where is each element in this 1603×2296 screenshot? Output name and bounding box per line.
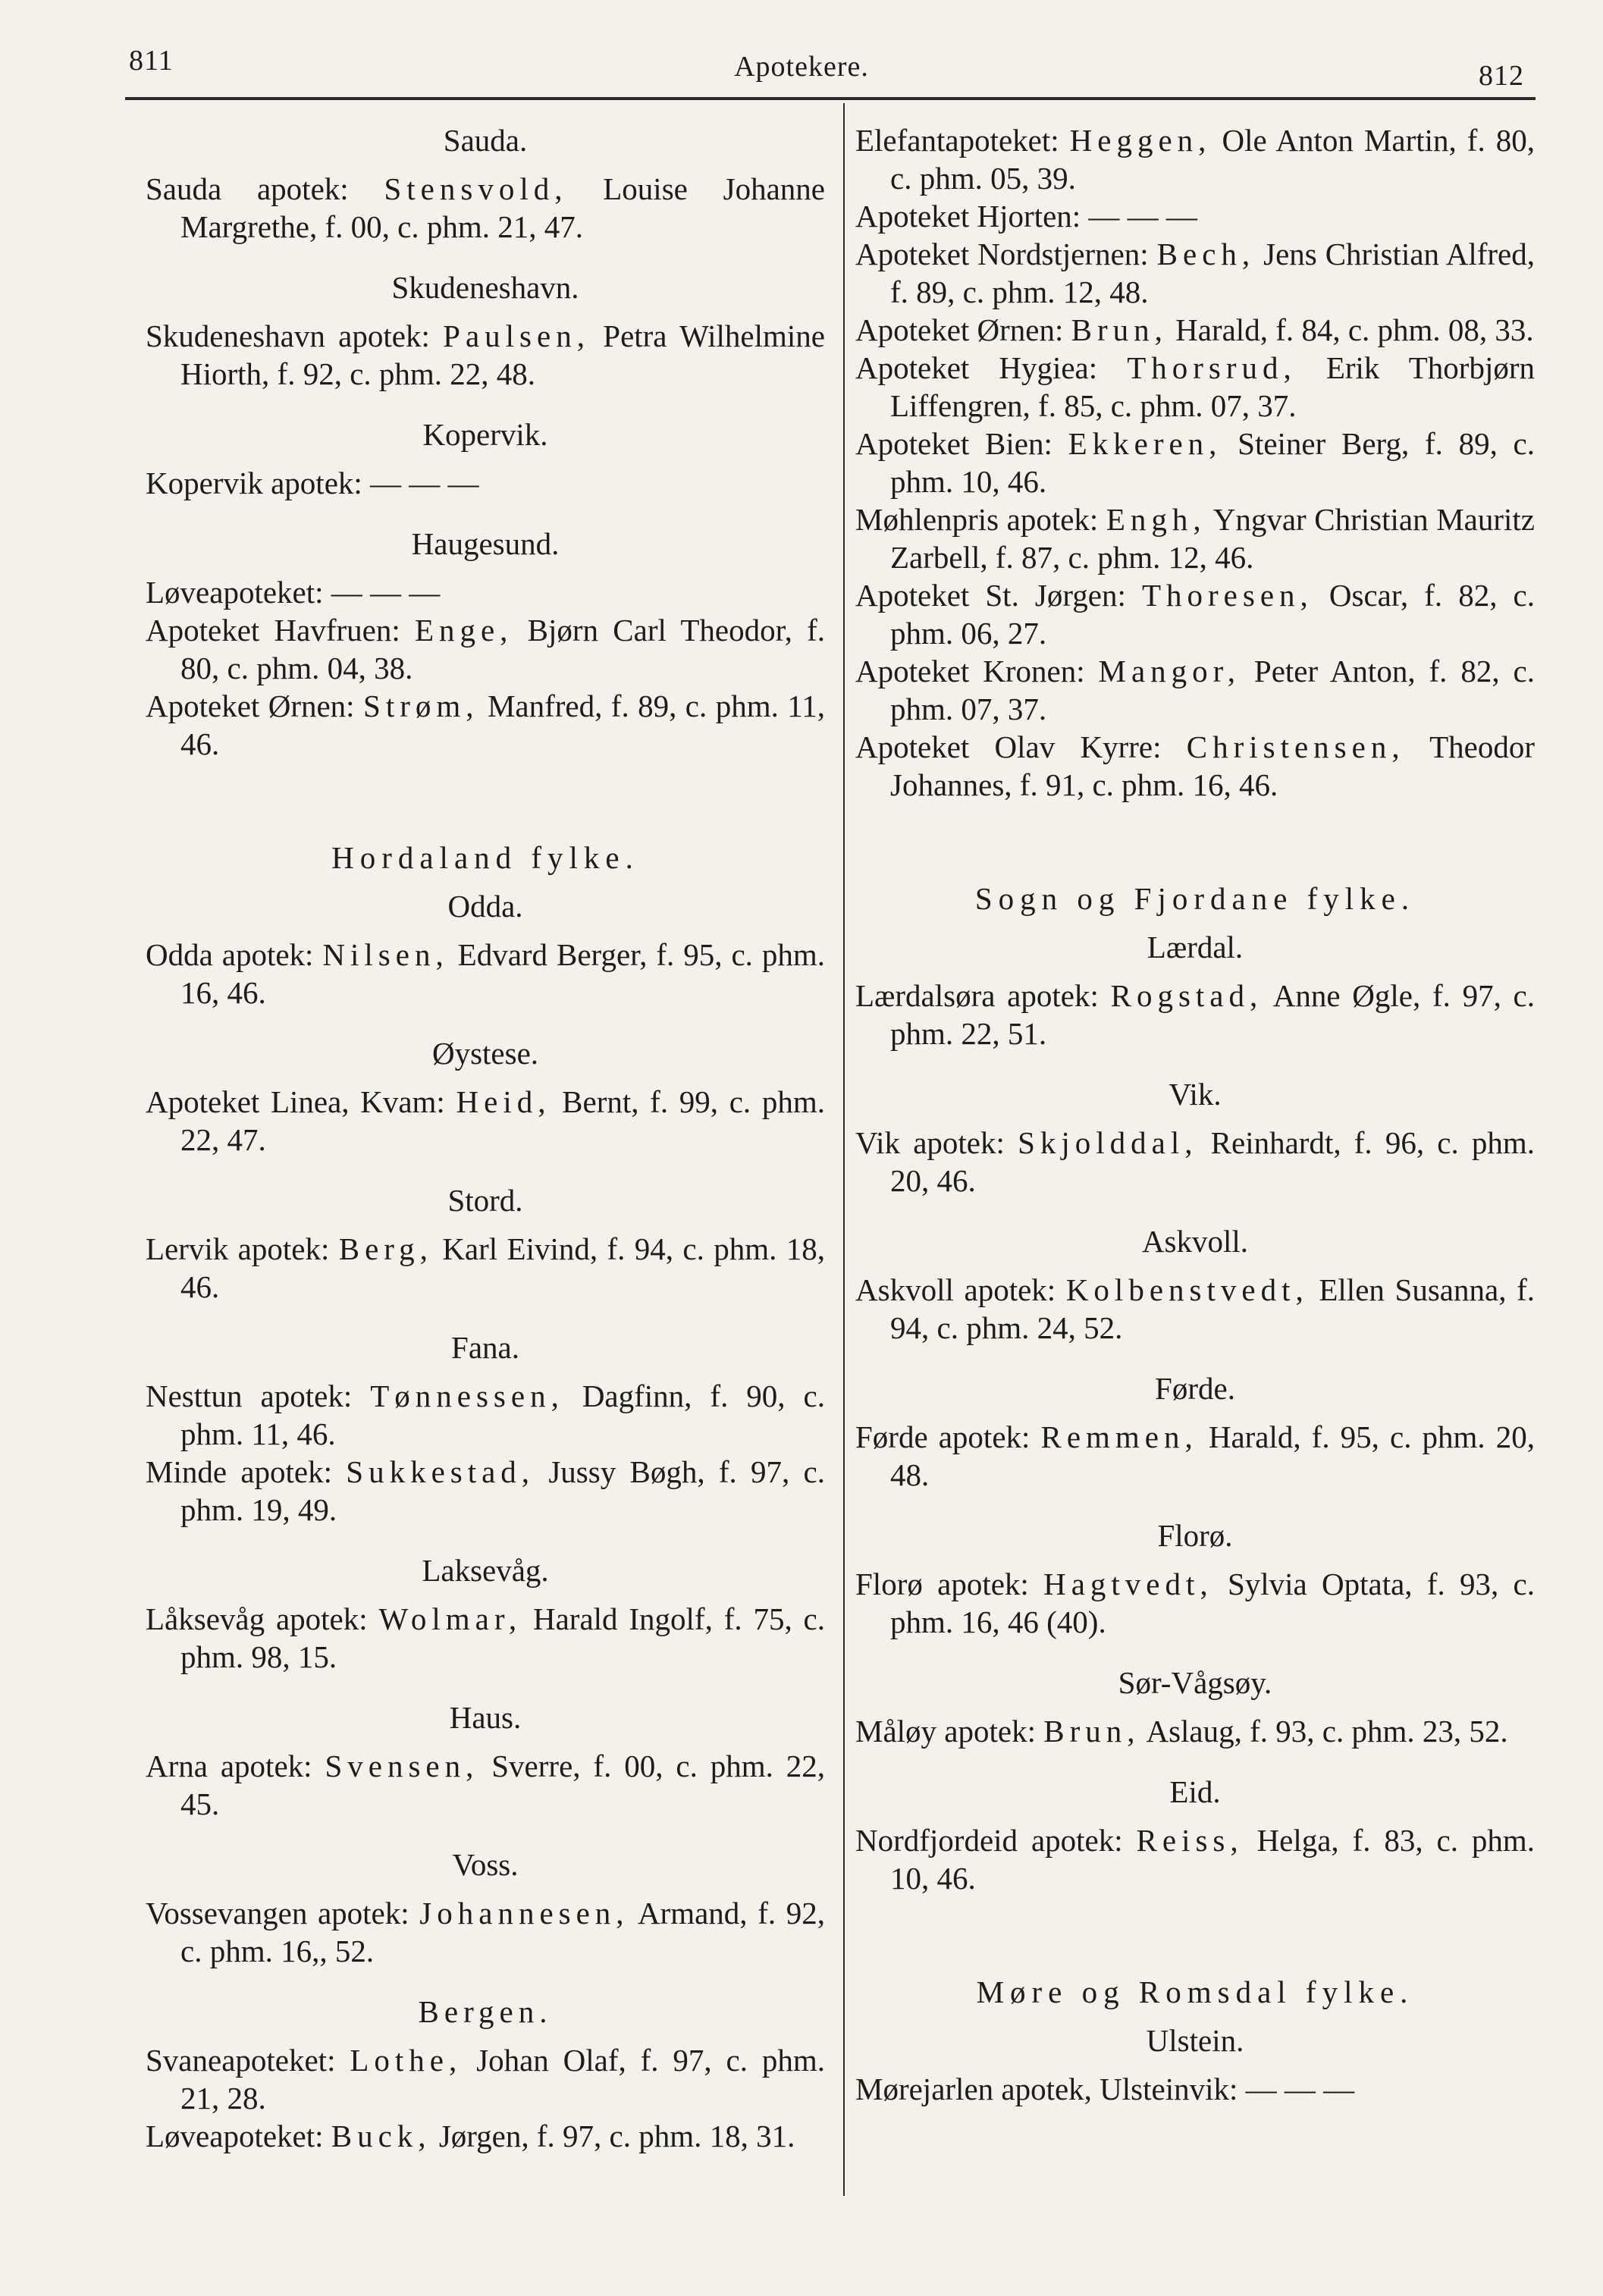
place-heading: Voss. [452, 1847, 519, 1882]
header-rule [125, 97, 1536, 100]
pharmacist-details: Peter Anton, f. 82, c. phm. 07, 37. [890, 654, 1535, 726]
vacant-dashes: — — — [1088, 199, 1197, 234]
pharmacist-details: Manfred, f. 89, c. phm. 11, 46. [180, 688, 825, 761]
place-heading: Laksevåg. [422, 1553, 549, 1588]
pharmacist-surname: Buck, [331, 2119, 431, 2153]
pharmacist-surname: Berg, [338, 1231, 433, 1266]
pharmacist-surname: Mangor, [1098, 654, 1241, 688]
pharmacy-entry [855, 500, 1535, 576]
place-heading: Fana. [451, 1330, 519, 1365]
place-heading: Haus. [449, 1700, 522, 1735]
pharmacy-entry [146, 1377, 825, 1453]
pharmacist-surname: Tønnessen, [370, 1379, 564, 1413]
pharmacist-details: Sverre, f. 00, c. phm. 22, 45. [180, 1749, 826, 1821]
pharmacist-surname: Skjolddal, [1018, 1125, 1198, 1160]
pharmacist-surname: Remmen, [1040, 1419, 1198, 1454]
pharmacy-name: Arna apotek: [146, 1749, 325, 1783]
pharmacist-details: Helga, f. 83, c. phm. 10, 46. [890, 1823, 1536, 1896]
pharmacy-name: Apoteket Ørnen: [146, 688, 364, 723]
pharmacist-surname: Brun, [1043, 1714, 1140, 1749]
page-number-right: 812 [1479, 60, 1524, 92]
pharmacist-surname: Reiss, [1136, 1823, 1244, 1858]
place-heading: Stord. [447, 1183, 523, 1218]
pharmacist-surname: Brun, [1071, 312, 1168, 347]
vacant-dashes: — — — [370, 466, 479, 500]
pharmacy-entry [855, 1565, 1535, 1641]
pharmacist-details: Reinhardt, f. 96, c. phm. 20, 46. [890, 1125, 1536, 1198]
pharmacy-entry [146, 1453, 825, 1529]
pharmacy-name: Førde apotek: [855, 1419, 1041, 1454]
pharmacy-entry [146, 2117, 825, 2155]
pharmacy-name: Måløy apotek: [855, 1714, 1044, 1749]
place-heading: Askvoll. [1141, 1224, 1249, 1259]
vacant-dashes: — — — [331, 575, 441, 610]
column-divider [843, 103, 845, 2196]
right-column [855, 121, 1535, 2108]
pharmacist-details: Petra Wilhelmine Hiorth, f. 92, c. phm. 22, 48. [180, 318, 825, 391]
pharmacy-entry [855, 349, 1535, 425]
pharmacist-surname: Paulsen, [443, 318, 590, 353]
pharmacy-entry [146, 1747, 825, 1823]
pharmacy-name: Løveapoteket: [146, 575, 331, 610]
pharmacist-details: Bernt, f. 99, c. phm. 22, 47. [180, 1084, 825, 1157]
county-heading: Sogn og Fjordane fylke. [974, 881, 1416, 916]
pharmacy-name: Lærdalsøra apotek: [855, 978, 1111, 1013]
pharmacy-entry [855, 197, 1535, 235]
pharmacy-name: Sauda apotek: [146, 171, 384, 206]
pharmacist-surname: Enge, [414, 613, 513, 648]
pharmacy-name: Apoteket St. Jørgen: [855, 578, 1142, 613]
pharmacy-name: Vossevangen apotek: [146, 1896, 420, 1931]
pharmacy-entry [855, 1821, 1535, 1897]
pharmacy-name: Askvoll apotek: [855, 1272, 1066, 1307]
pharmacist-details: Karl Eivind, f. 94, c. phm. 18, 46. [180, 1231, 825, 1304]
pharmacist-details: Edvard Berger, f. 95, c. phm. 16, 46. [180, 937, 825, 1010]
place-heading: Vik. [1169, 1077, 1222, 1112]
place-heading: Eid. [1169, 1774, 1221, 1809]
pharmacy-name: Mørejarlen apotek, Ulsteinvik: [855, 2072, 1246, 2106]
pharmacy-name: Apoteket Linea, Kvam: [146, 1084, 456, 1119]
pharmacy-entry [146, 1600, 825, 1676]
pharmacy-entry [146, 936, 825, 1012]
pharmacy-name: Skudeneshavn apotek: [146, 318, 444, 353]
pharmacist-surname: Ekkeren, [1068, 426, 1222, 461]
pharmacist-details: Armand, f. 92, c. phm. 16,, 52. [180, 1896, 825, 1968]
pharmacist-surname: Thorsrud, [1127, 350, 1297, 385]
pharmacist-details: Steiner Berg, f. 89, c. phm. 10, 46. [890, 426, 1535, 499]
pharmacist-surname: Bech, [1156, 237, 1256, 271]
county-heading: Møre og Romsdal fylke. [976, 1974, 1414, 2009]
pharmacy-name: Apoteket Olav Kyrre: [855, 729, 1187, 764]
pharmacy-entry [855, 235, 1535, 311]
pharmacy-name: Nordfjordeid apotek: [855, 1823, 1137, 1858]
pharmacy-entry [855, 311, 1535, 349]
pharmacy-name: Lervik apotek: [146, 1231, 339, 1266]
pharmacy-entry [146, 687, 825, 763]
pharmacist-surname: Svensen, [325, 1749, 479, 1783]
pharmacy-name: Apoteket Kronen: [855, 654, 1099, 688]
pharmacy-entry [146, 464, 825, 502]
pharmacy-entry [146, 1230, 825, 1306]
pharmacy-entry [855, 1418, 1535, 1494]
pharmacy-entry [146, 573, 825, 611]
pharmacist-surname: Heggen, [1069, 123, 1212, 158]
pharmacy-name: Minde apotek: [146, 1454, 347, 1489]
pharmacy-entry [855, 2070, 1535, 2108]
pharmacist-details: Louise Johanne Margrethe, f. 00, c. phm. 21, 47. [180, 171, 825, 244]
pharmacy-name: Apoteket Hjorten: [855, 199, 1089, 234]
pharmacy-entry [146, 611, 825, 687]
place-heading: Sauda. [443, 123, 528, 158]
pharmacist-details: Erik Thorbjørn Liffengren, f. 85, c. phm. 07, 37. [890, 350, 1536, 423]
pharmacy-entry [146, 170, 825, 246]
page-number-left: 811 [129, 45, 174, 77]
pharmacy-name: Apoteket Havfruen: [146, 613, 415, 648]
pharmacy-name: Elefantapoteket: [855, 123, 1070, 158]
pharmacist-surname: Lothe, [350, 2043, 463, 2078]
pharmacy-entry [855, 1271, 1535, 1347]
pharmacy-name: Nesttun apotek: [146, 1379, 371, 1413]
pharmacist-surname: Nilsen, [322, 937, 449, 972]
pharmacist-details: Dagfinn, f. 90, c. phm. 11, 46. [180, 1379, 825, 1451]
place-heading: Kopervik. [422, 417, 548, 452]
place-heading: Øystese. [431, 1036, 539, 1071]
pharmacy-entry [146, 317, 825, 393]
pharmacy-entry [146, 1083, 825, 1159]
place-heading: Odda. [447, 889, 523, 924]
pharmacy-name: Apoteket Nordstjernen: [855, 237, 1157, 271]
pharmacist-surname: Christensen, [1186, 729, 1405, 764]
pharmacy-name: Florø apotek: [855, 1567, 1044, 1601]
left-column [146, 121, 825, 2155]
place-heading: Skudeneshavn. [391, 270, 579, 305]
pharmacy-name: Apoteket Ørnen: [855, 312, 1071, 347]
pharmacy-entry [855, 121, 1535, 197]
pharmacy-name: Møhlenpris apotek: [855, 502, 1106, 537]
pharmacist-surname: Heid, [456, 1084, 551, 1119]
pharmacist-surname: Stensvold, [384, 171, 568, 206]
pharmacy-entry [855, 1712, 1535, 1750]
pharmacist-details: Jussy Bøgh, f. 97, c. phm. 19, 49. [180, 1454, 825, 1527]
pharmacist-surname: Kolbenstvedt, [1065, 1272, 1309, 1307]
pharmacy-entry [855, 652, 1535, 728]
place-heading: Førde. [1155, 1371, 1235, 1406]
pharmacist-details: Oscar, f. 82, c. phm. 06, 27. [890, 578, 1536, 651]
pharmacy-name: Kopervik apotek: [146, 466, 371, 500]
place-heading: Lærdal. [1147, 930, 1244, 965]
pharmacist-surname: Sukkestad, [346, 1454, 535, 1489]
pharmacist-details: Aslaug, f. 93, c. phm. 23, 52. [1140, 1714, 1508, 1749]
pharmacist-details: Johan Olaf, f. 97, c. phm. 21, 28. [180, 2043, 825, 2116]
pharmacist-surname: Thoresen, [1141, 578, 1313, 613]
pharmacy-entry [855, 576, 1535, 652]
pharmacy-name: Løveapoteket: [146, 2119, 331, 2153]
pharmacist-surname: Wolmar, [378, 1601, 522, 1636]
vacant-dashes: — — — [1245, 2072, 1355, 2106]
pharmacist-surname: Johannesen, [419, 1896, 629, 1931]
pharmacist-surname: Hagtvedt, [1043, 1567, 1213, 1601]
pharmacist-details: Harald, f. 84, c. phm. 08, 33. [1167, 312, 1534, 347]
pharmacist-details: Yngvar Christian Mauritz Zarbell, f. 87, c. phm. 12, 46. [890, 502, 1535, 575]
pharmacy-name: Vik apotek: [855, 1125, 1018, 1160]
pharmacist-details: Ellen Susanna, f. 94, c. phm. 24, 52. [890, 1272, 1535, 1345]
place-heading: Ulstein. [1146, 2023, 1244, 2058]
pharmacist-surname: Rogstad, [1110, 978, 1263, 1013]
pharmacy-entry [146, 2041, 825, 2117]
pharmacy-entry [855, 977, 1535, 1052]
pharmacist-details: Bjørn Carl Theodor, f. 80, c. phm. 04, 38. [180, 613, 825, 685]
pharmacist-details: Harald, f. 95, c. phm. 20, 48. [890, 1419, 1535, 1492]
place-heading: Sør-Vågsøy. [1118, 1665, 1272, 1700]
pharmacist-details: Jørgen, f. 97, c. phm. 18, 31. [431, 2119, 795, 2153]
pharmacist-details: Harald Ingolf, f. 75, c. phm. 98, 15. [180, 1601, 825, 1674]
pharmacy-entry [146, 1894, 825, 1970]
place-heading: Haugesund. [411, 526, 560, 561]
pharmacist-details: Jens Christian Alfred, f. 89, c. phm. 12, 48. [890, 237, 1535, 309]
place-heading: Florø. [1157, 1518, 1233, 1553]
pharmacy-name: Odda apotek: [146, 937, 323, 972]
county-heading: Hordaland fylke. [331, 840, 639, 875]
pharmacist-surname: Engh, [1106, 502, 1206, 537]
pharmacy-entry [855, 728, 1535, 804]
pharmacy-entry [855, 425, 1535, 500]
pharmacist-details: Anne Øgle, f. 97, c. phm. 22, 51. [890, 978, 1536, 1051]
place-heading: Bergen. [418, 1994, 553, 2029]
pharmacy-name: Svaneapoteket: [146, 2043, 350, 2078]
pharmacy-name: Apoteket Bien: [855, 426, 1068, 461]
pharmacy-entry [855, 1124, 1535, 1200]
running-title: Apotekere. [734, 51, 869, 83]
pharmacist-details: Theodor Johannes, f. 91, c. phm. 16, 46. [890, 729, 1535, 802]
pharmacist-details: Ole Anton Martin, f. 80, c. phm. 05, 39. [890, 123, 1535, 196]
pharmacist-surname: Strøm, [363, 688, 479, 723]
pharmacy-name: Apoteket Hygiea: [855, 350, 1128, 385]
pharmacist-details: Sylvia Optata, f. 93, c. phm. 16, 46 (40). [890, 1567, 1536, 1639]
pharmacy-name: Låksevåg apotek: [146, 1601, 379, 1636]
